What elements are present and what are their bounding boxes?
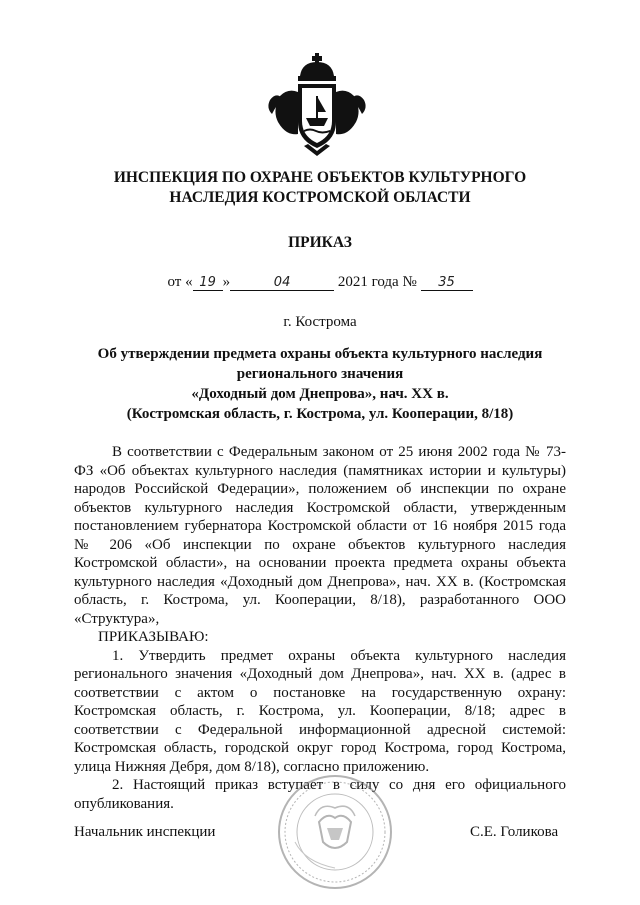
coat-of-arms-icon bbox=[264, 52, 370, 158]
signatory-name: С.Е. Голикова bbox=[470, 824, 559, 840]
order-directive: ПРИКАЗЫВАЮ: bbox=[98, 629, 209, 645]
subject-line-2: регионального значения bbox=[236, 366, 404, 382]
official-seal-icon bbox=[275, 772, 395, 892]
city: г. Кострома bbox=[283, 314, 357, 330]
organization-name-line-1: ИНСПЕКЦИЯ ПО ОХРАНЕ ОБЪЕКТОВ КУЛЬТУРНОГО bbox=[113, 169, 527, 186]
signatory-position: Начальник инспекции bbox=[74, 824, 216, 840]
organization-name-line-2: НАСЛЕДИЯ КОСТРОМСКОЙ ОБЛАСТИ bbox=[169, 189, 471, 206]
order-body bbox=[74, 443, 566, 813]
order-subject bbox=[70, 344, 570, 424]
subject-line-4: (Костромская область, г. Кострома, ул. Кооперации, 8/18) bbox=[126, 406, 514, 422]
order-date-line bbox=[0, 274, 640, 291]
date-year: 2021 года № bbox=[337, 274, 417, 290]
order-item-1: 1. Утвердить предмет охраны объекта культурного наследия регионального значения «Доходный дом Днепрова», нач. XX в. (адрес в соответствии с актом о постановке на государственную охрану: Костромская область, г. Кострома, ул. Кооперации, 8/18; адрес в соответствии с Федеральной информационной адресной системой: Костромская область, городской округ город Кострома, город Кострома, улица Нижняя Дебря, дом 8/18), согласно приложению. bbox=[74, 647, 566, 775]
subject-line-1: Об утверждении предмета охраны объекта культурного наследия bbox=[97, 346, 543, 362]
date-month: 04 bbox=[230, 275, 334, 291]
organization-name bbox=[60, 168, 580, 208]
document-type: ПРИКАЗ bbox=[288, 234, 352, 251]
order-number: 35 bbox=[421, 275, 473, 291]
preamble-paragraph: В соответствии с Федеральным законом от 25 июня 2002 года № 73-ФЗ «Об объектах культурного наследия (памятниках истории и культуры) народов Российской Федерации», положением об инспекции по охране объектов культурного наследия Костромской области, утвержденным постановлением губернатора Костромской области от 16 ноября 2015 года № 206 «Об инспекции по охране объектов культурного наследия Костромской области», на основании проекта предмета охраны объекта культурного наследия «Доходный дом Днепрова», нач. XX в. (Костромская область, г. Кострома, ул. Кооперации, 8/18), разработанного ООО «Структура», bbox=[74, 444, 566, 627]
date-day: 19 bbox=[193, 275, 223, 291]
order-item-2: 2. Настоящий приказ вступает в силу со дня его официального опубликования. bbox=[74, 777, 566, 812]
subject-line-3: «Доходный дом Днепрова», нач. XX в. bbox=[191, 386, 449, 402]
date-mid: » bbox=[222, 274, 231, 290]
date-prefix: от « bbox=[167, 274, 193, 290]
